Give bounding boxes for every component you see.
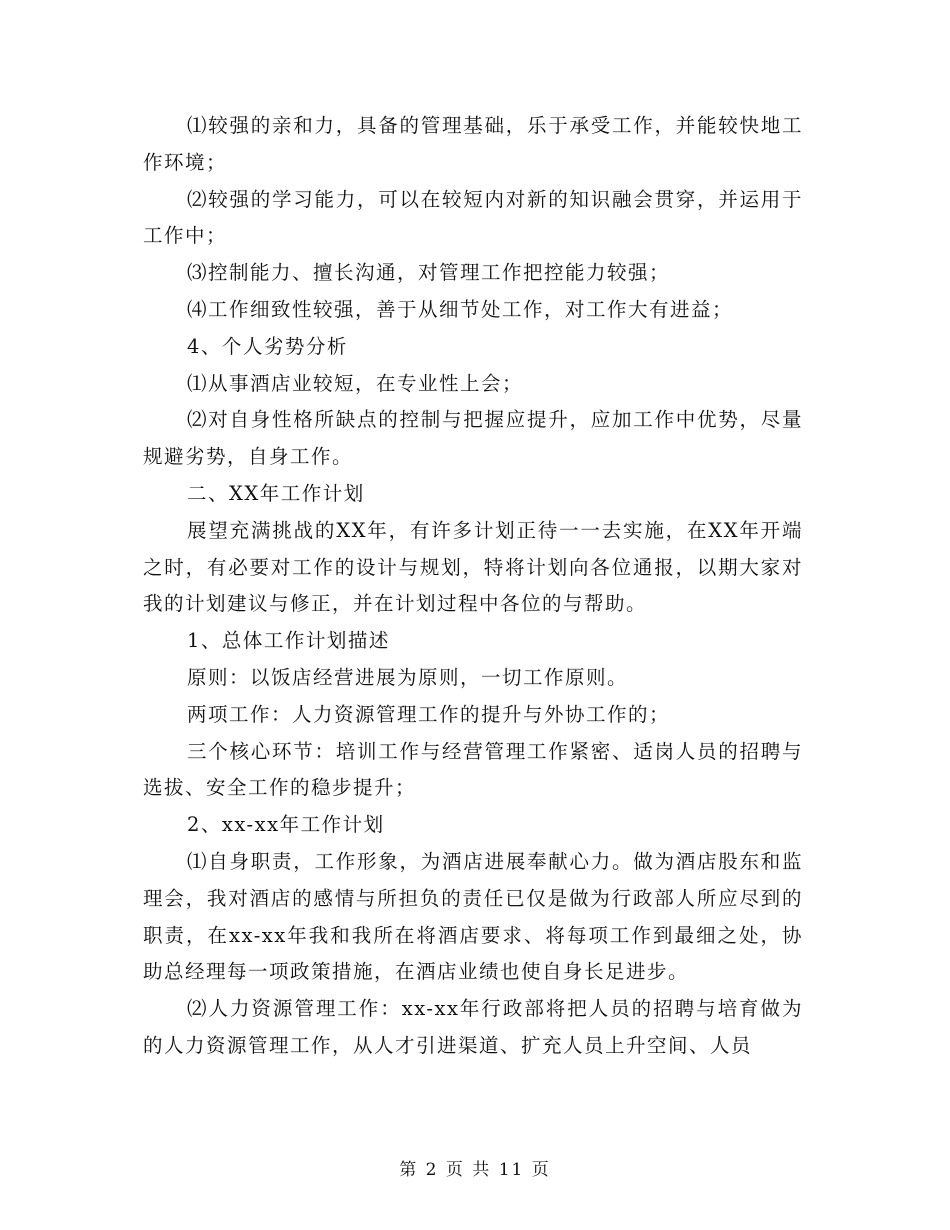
page-number-footer: 第 2 页 共 11 页 <box>399 1160 551 1180</box>
paragraph-15: ⑴自身职责，工作形象，为酒店进展奉献心力。做为酒店股东和监理会，我对酒店的感情与所担负的责任已仅是做为行政部人所应尽到的职责，在xx-xx年我和我所在将酒店要求、将每项工作到最细之处，协助总经理每一项政策措施，在酒店业绩也使自身长足进步。 <box>143 849 803 984</box>
paragraph-13: 三个核心环节：培训工作与经营管理工作紧密、适岗人员的招聘与选拔、安全工作的稳步提升； <box>143 739 803 800</box>
section-heading-weakness: 4、个人劣势分析 <box>187 334 348 358</box>
paragraph-12: 两项工作：人力资源管理工作的提升与外协工作的； <box>187 702 671 726</box>
paragraph-3: ⑶控制能力、擅长沟通，对管理工作把控能力较强； <box>187 261 671 285</box>
paragraph-4: ⑷工作细致性较强，善于从细节处工作，对工作大有进益； <box>187 297 734 321</box>
paragraph-16: ⑵人力资源管理工作：xx-xx年行政部将把人员的招聘与培育做为的人力资源管理工作，从人才引进渠道、扩充人员上升空间、人员 <box>143 997 803 1057</box>
paragraph-6: ⑴从事酒店业较短，在专业性上会； <box>187 371 524 395</box>
section-heading-yearly-plan: 2、xx-xx年工作计划 <box>187 813 385 837</box>
paragraph-9: 展望充满挑战的XX年，有许多计划正待一一去实施，在XX年开端之时，有必要对工作的设计与规划，特将计划向各位通报，以期大家对我的计划建议与修正，并在计划过程中各位的与帮助。 <box>143 518 803 616</box>
section-heading-plan: 二、XX年工作计划 <box>187 481 365 505</box>
section-heading-overview: 1、总体工作计划描述 <box>187 629 390 653</box>
document-body <box>143 108 803 1065</box>
paragraph-11: 原则：以饭店经营进展为原则，一切工作原则。 <box>187 665 629 689</box>
paragraph-2: ⑵较强的学习能力，可以在较短内对新的知识融会贯穿，并运用于工作中； <box>143 187 803 248</box>
paragraph-1: ⑴较强的亲和力，具备的管理基础，乐于承受工作，并能较快地工作环境； <box>143 114 803 174</box>
paragraph-7: ⑵对自身性格所缺点的控制与把握应提升，应加工作中优势，尽量规避劣势，自身工作。 <box>143 408 803 469</box>
